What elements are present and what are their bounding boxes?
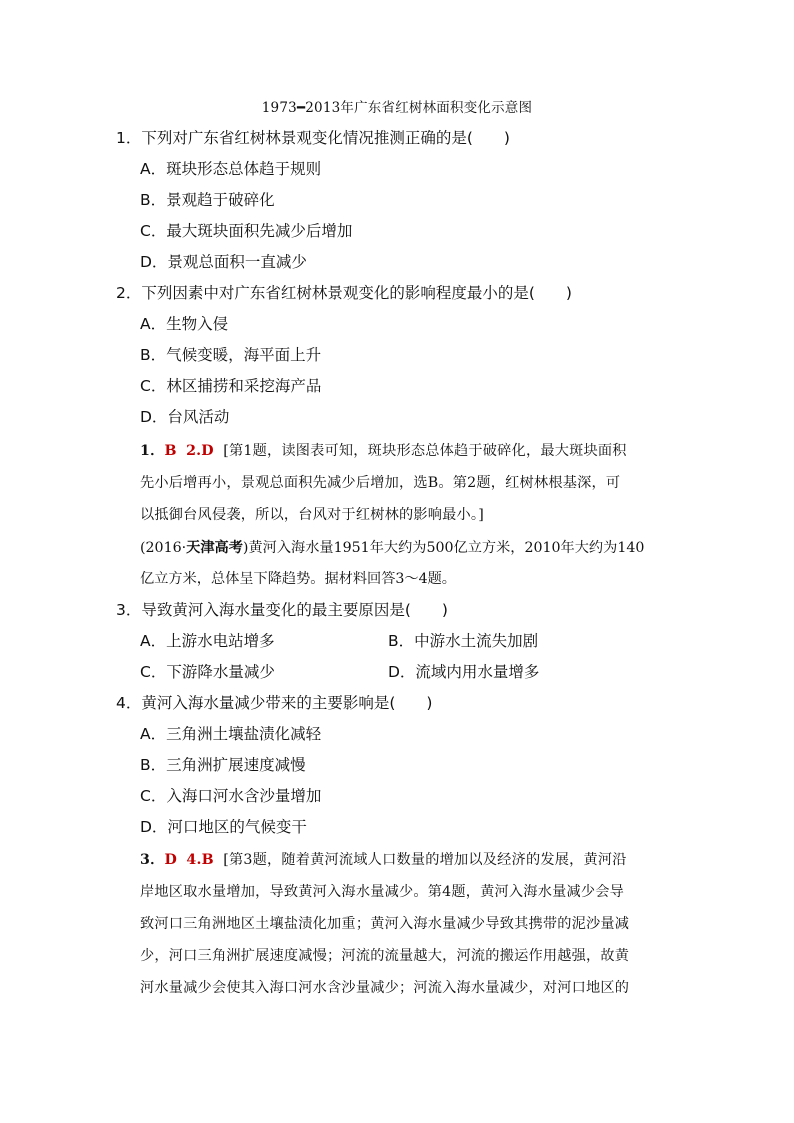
answer-3-4-text-1: [第3题，随着黄河流域人口数量的增加以及经济的发展，黄河沿 (223, 852, 627, 868)
answer-1-2-line-2: 先小后增再小，景观总面积先减少后增加，选B。第2题，红树林根基深，可 (140, 475, 621, 491)
answer-3-4-line-3: 致河口三角洲地区土壤盐渍化加重；黄河入海水量减少导致其携带的泥沙量减 (140, 916, 630, 932)
question-4-option-b: B．三角洲扩展速度减慢 (140, 756, 306, 774)
answer-1-2-line-3: 以抵御台风侵袭，所以，台风对于红树林的影响最小。] (140, 507, 484, 523)
material-source-name: 天津高考 (186, 540, 243, 556)
question-1-option-b: B．景观趋于破碎化 (140, 191, 275, 209)
question-1-option-c: C．最大斑块面积先减少后增加 (140, 222, 353, 240)
question-4-option-a: A．三角洲土壤盐渍化减轻 (140, 725, 322, 743)
question-3-option-c: C．下游降水量减少 (140, 663, 275, 681)
question-2-option-a: A．生物入侵 (140, 315, 229, 333)
material-source-prefix: (2016· (140, 540, 187, 556)
question-4-option-d: D．河口地区的气候变干 (140, 818, 307, 836)
answer-4-key: 4.B (186, 852, 214, 868)
answer-3-number: 3． (140, 852, 165, 868)
question-3-option-a: A．上游水电站增多 (140, 632, 275, 650)
question-3-option-d: D．流域内用水量增多 (388, 663, 540, 681)
answer-3-key: D (164, 852, 177, 868)
material-text-1: )黄河入海水量1951年大约为500亿立方米，2010年大约为140 (242, 540, 645, 556)
question-1-option-a: A．斑块形态总体趋于规则 (140, 160, 322, 178)
answer-3-4-line-5: 河水量减少会使其入海口河水含沙量减少；河流入海水量减少，对河口地区的 (140, 980, 630, 996)
question-2-stem: 2．下列因素中对广东省红树林景观变化的影响程度最小的是( ) (116, 284, 572, 302)
question-4-stem: 4．黄河入海水量减少带来的主要影响是( ) (116, 694, 433, 712)
material-line-2: 亿立方米，总体呈下降趋势。据材料回答3～4题。 (140, 571, 456, 587)
material-line-1 (140, 538, 680, 558)
answer-1-2-line-1 (140, 441, 680, 461)
question-1-option-d: D．景观总面积一直减少 (140, 253, 307, 271)
question-3-stem: 3．导致黄河入海水量变化的最主要原因是( ) (116, 601, 448, 619)
question-4-option-c: C．入海口河水含沙量增加 (140, 787, 322, 805)
answer-1-number: 1． (140, 443, 165, 459)
answer-3-4-line-4: 少，河口三角洲扩展速度减慢；河流的流量越大，河流的搬运作用越强，故黄 (140, 948, 630, 964)
question-2-option-d: D．台风活动 (140, 408, 230, 426)
question-2-option-b: B．气候变暖，海平面上升 (140, 346, 322, 364)
figure-caption: 1973━2013年广东省红树林面积变化示意图 (261, 100, 533, 116)
answer-3-4-line-1 (140, 850, 680, 870)
answer-2-key: 2.D (186, 443, 214, 459)
answer-1-2-text-1: [第1题，读图表可知，斑块形态总体趋于破碎化，最大斑块面积 (223, 443, 627, 459)
answer-1-key: B (164, 443, 177, 459)
question-2-option-c: C．林区捕捞和采挖海产品 (140, 377, 322, 395)
question-1-stem: 1．下列对广东省红树林景观变化情况推测正确的是( ) (116, 129, 510, 147)
answer-3-4-line-2: 岸地区取水量增加，导致黄河入海水量减少。第4题，黄河入海水量减少会导 (140, 884, 625, 900)
question-3-option-b: B．中游水土流失加剧 (388, 632, 539, 650)
